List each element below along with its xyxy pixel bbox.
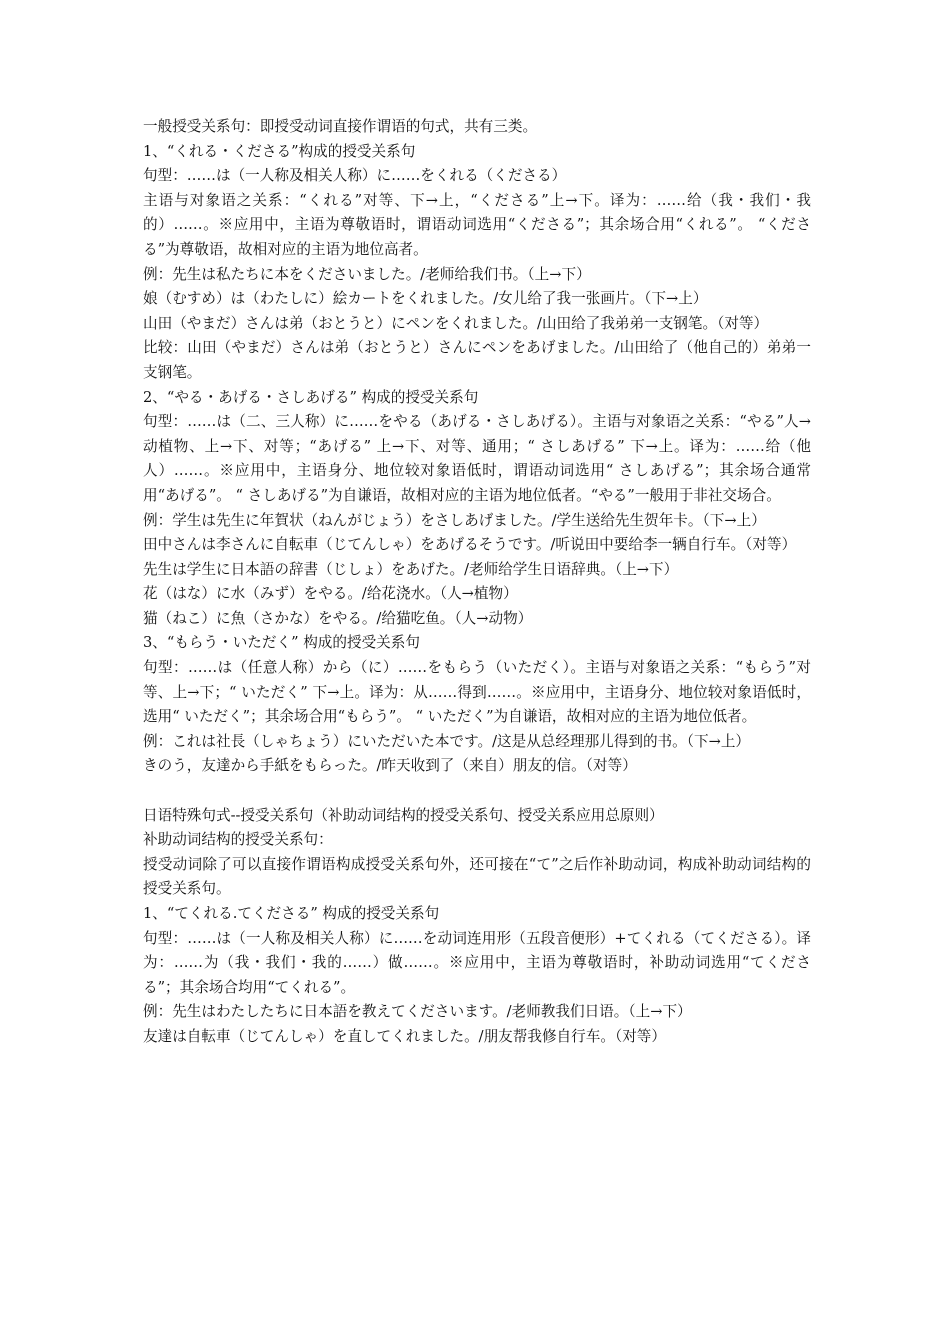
example-line: 先生は学生に日本語の辞書（じしょ）をあげた。/老师给学生日语辞典。（上→下） bbox=[143, 560, 679, 578]
example-line: 例：先生はわたしたちに日本語を教えてくださいます。/老师教我们日语。（上→下） bbox=[143, 1003, 692, 1021]
example-line: 例：学生は先生に年賀状（ねんがじょう）をさしあげました。/学生送给先生贺年卡。（下→上） bbox=[143, 511, 766, 529]
heading-auxiliary: 补助动词结构的授受关系句： bbox=[143, 831, 333, 849]
heading-morau: 3、“もらう・いただく” 构成的授受关系句 bbox=[143, 634, 420, 652]
heading-general: 一般授受关系句：即授受动词直接作谓语的句式，共有三类。 bbox=[143, 118, 538, 135]
example-line: 娘（むすめ）は（わたしに）絵カートをくれました。/女儿给了我一张画片。（下→上） bbox=[143, 290, 708, 308]
example-line: 花（はな）に水（みず）をやる。/给花浇水。（人→植物） bbox=[143, 585, 518, 603]
example-line: 田中さんは李さんに自転車（じてんしゃ）をあげるそうです。/听说田中要给李一辆自行车。（对等） bbox=[143, 536, 797, 554]
example-line: 比较：山田（やまだ）さんは弟（おとうと）さんにペンをあげました。/山田给了（他自己的）弟弟一支钢笔。 bbox=[143, 339, 811, 381]
paragraph: 主语与对象语之关系：“くれる”对等、下→上，“くださる”上→下。译为：……给（我・我们・我的）……。※应用中，主语为尊敬语时，谓语动词选用“くださる”；其余场合用“くれる”。 “くださる”为尊敬语，故相对应的主语为地位高者。 bbox=[143, 191, 811, 258]
example-line: 例：これは社長（しゃちょう）にいただいた本です。/这是从总经理那儿得到的书。（下→上） bbox=[143, 732, 751, 750]
document-body bbox=[143, 115, 811, 1050]
heading-tekureru: 1、“てくれる.てくださる” 构成的授受关系句 bbox=[143, 905, 440, 922]
paragraph: 句型：……は（二、三人称）に……をやる（あげる・さしあげる）。主语与对象语之关系：“やる”人→动植物、上→下、对等；“あげる” 上→下、对等、通用；“ さしあげる” 下→上。译为：……给（他人）……。※应用中，主语身分、地位较对象语低时，谓语动词选用“ さしあげる”；其余场合通常用“あげる”。 “ さしあげる”为自谦语，故相对应的主语为地位低者。“やる”一般用于非社交场合。 bbox=[143, 413, 811, 504]
paragraph: 句型：……は（一人称及相关人称）に……を动词连用形（五段音便形）+てくれる（てくださる）。译为：……为（我・我们・我的……）做……。※应用中，主语为尊敬语时，补助动词选用“てくださる”；其余场合均用“てくれる”。 bbox=[143, 929, 811, 996]
paragraph: 句型：……は（一人称及相关人称）に……をくれる（くださる） bbox=[143, 167, 567, 185]
heading-special: 日语特殊句式--授受关系句（补助动词结构的授受关系句、授受关系应用总原则） bbox=[143, 806, 664, 824]
paragraph: 句型：……は（任意人称）から（に）……をもらう（いただく）。主语与对象语之关系：“もらう”对等、上→下；“ いただく” 下→上。译为：从……得到……。※应用中，主语身分、地位较对象语低时，选用“ いただく”；其余场合用“もらう”。 “ いただく”为自谦语，故相对应的主语为地位低者。 bbox=[143, 659, 811, 726]
heading-kureru: 1、“くれる・くださる”构成的授受关系句 bbox=[143, 142, 416, 160]
example-line: きのう，友達から手紙をもらった。/昨天收到了（来自）朋友的信。（对等） bbox=[143, 757, 637, 775]
example-line: 例：先生は私たちに本をくださいました。/老师给我们书。（上→下） bbox=[143, 265, 591, 283]
paragraph: 授受动词除了可以直接作谓语构成授受关系句外，还可接在“て”之后作补助动词，构成补助动词结构的授受关系句。 bbox=[143, 855, 811, 898]
example-line: 猫（ねこ）に魚（さかな）をやる。/给猫吃鱼。（人→动物） bbox=[143, 609, 533, 627]
blank-line bbox=[143, 779, 811, 804]
example-line: 山田（やまだ）さんは弟（おとうと）にペンをくれました。/山田给了我弟弟一支钢笔。（对等） bbox=[143, 314, 769, 332]
heading-ageru: 2、“やる・あげる・さしあげる” 构成的授受关系句 bbox=[143, 388, 479, 406]
example-line: 友達は自転車（じてんしゃ）を直してくれました。/朋友帮我修自行车。（对等） bbox=[143, 1027, 666, 1045]
